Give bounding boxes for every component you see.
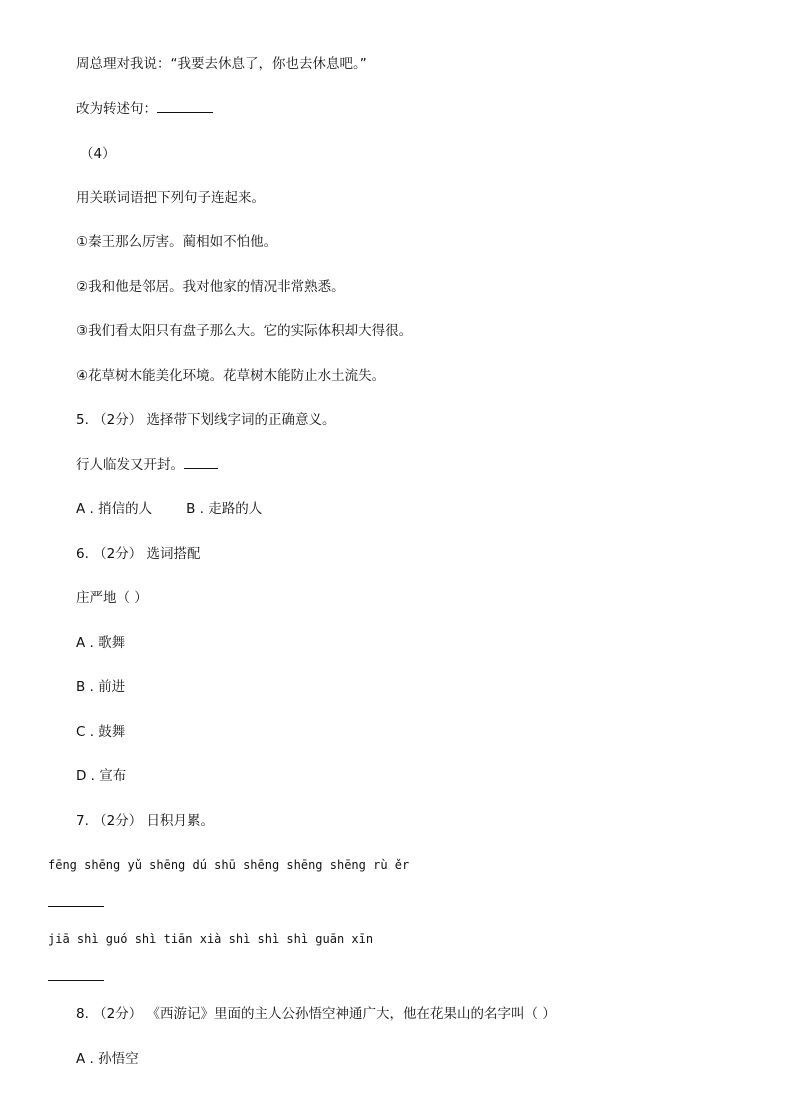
- option-b[interactable]: B . 走路的人: [186, 501, 263, 517]
- sentence-item-3: ③我们看太阳只有盘子那么大。它的实际体积却大得很。: [76, 323, 413, 339]
- sentence-item-1: ①秦王那么厉害。蔺相如不怕他。: [76, 234, 278, 250]
- question-5-sentence: [76, 456, 218, 474]
- question-7-title: 7. （2分） 日积月累。: [76, 813, 215, 829]
- pinyin-row-1: fēng shēng yǔ shēng dú shū shēng shēng shēng rù ěr: [48, 858, 410, 872]
- answer-blank[interactable]: [157, 100, 213, 113]
- question-5-options: [76, 500, 262, 518]
- option-a[interactable]: A . 歌舞: [76, 635, 126, 651]
- answer-blank[interactable]: [184, 456, 218, 469]
- option-a[interactable]: A . 孙悟空: [76, 1051, 139, 1067]
- option-a[interactable]: A . 捎信的人: [76, 501, 153, 517]
- convert-instruction: [76, 100, 213, 118]
- sentence-item-2: ②我和他是邻居。我对他家的情况非常熟悉。: [76, 279, 345, 295]
- quote-sentence: 周总理对我说：“我要去休息了，你也去休息吧。”: [76, 56, 367, 72]
- pinyin-row-2: jiā shì guó shì tiān xià shì shì shì guān xīn: [48, 932, 374, 946]
- option-c[interactable]: C . 鼓舞: [76, 724, 126, 740]
- question-6-prompt: 庄严地（ ）: [76, 590, 148, 606]
- question-5-sentence-text: 行人临发又开封。: [76, 457, 184, 473]
- question-6-title: 6. （2分） 选词搭配: [76, 546, 201, 562]
- question-8-title: 8. （2分） 《西游记》里面的主人公孙悟空神通广大，他在花果山的名字叫（ ）: [76, 1006, 556, 1022]
- option-b[interactable]: B . 前进: [76, 679, 126, 695]
- subquestion-number: （4）: [80, 146, 116, 162]
- sentence-item-4: ④花草树木能美化环境。花草树木能防止水土流失。: [76, 368, 386, 384]
- question-5-title: 5. （2分） 选择带下划线字词的正确意义。: [76, 412, 336, 428]
- answer-line-2[interactable]: [48, 980, 104, 981]
- convert-label: 改为转述句：: [76, 101, 157, 117]
- instruction-text: 用关联词语把下列句子连起来。: [76, 190, 265, 206]
- option-d[interactable]: D . 宣布: [76, 768, 127, 784]
- answer-line-1[interactable]: [48, 906, 104, 907]
